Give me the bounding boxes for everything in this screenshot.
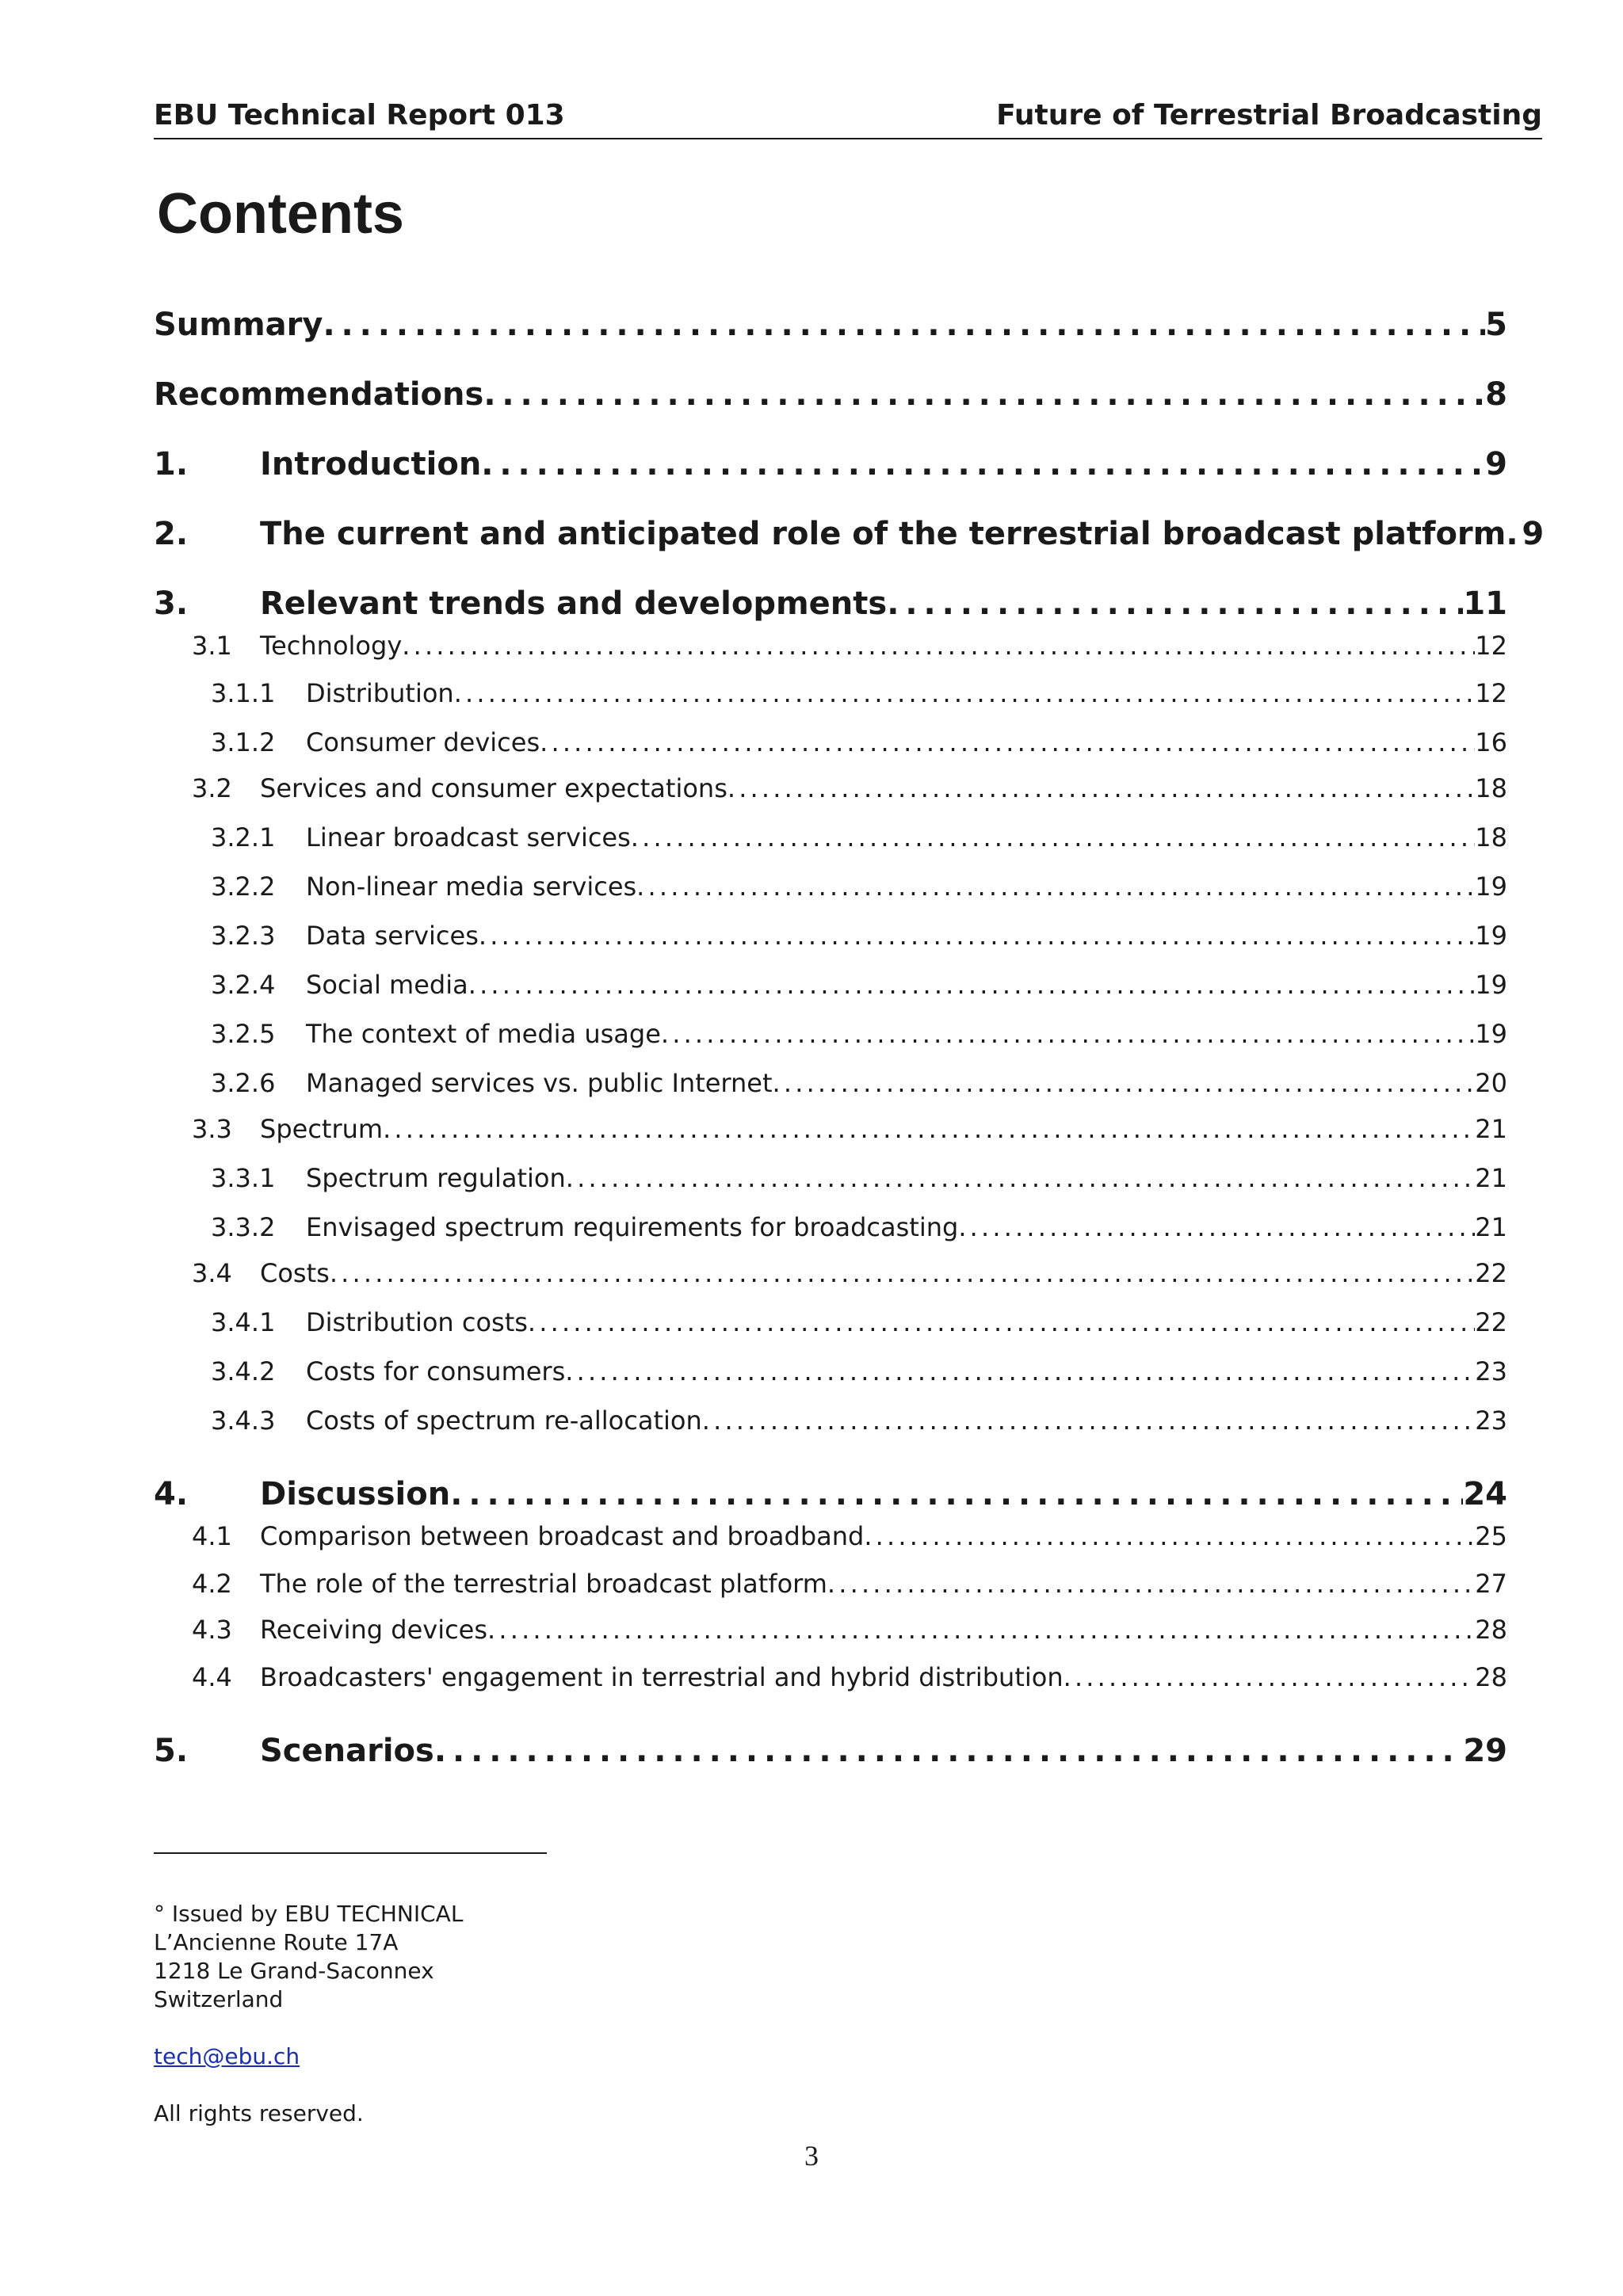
toc-entry-title: Spectrum regulation (306, 1163, 566, 1193)
toc-entry[interactable] (154, 582, 1507, 626)
toc-entry-number: 1. (154, 446, 189, 482)
toc-entry-number: 3.2 (192, 773, 232, 803)
report-title: Future of Terrestrial Broadcasting (996, 99, 1542, 132)
toc-dot-leader (827, 1566, 1475, 1602)
toc-entry[interactable] (211, 1065, 1507, 1101)
toc-entry[interactable] (192, 1111, 1507, 1147)
toc-entry-title: Social media (306, 970, 468, 1000)
toc-dot-leader (864, 1518, 1475, 1554)
toc-dot-leader (323, 303, 1485, 347)
toc-entry-title: The context of media usage (306, 1019, 661, 1049)
toc-entry-page: 16 (1475, 727, 1507, 757)
toc-entry-title: Recommendations (154, 376, 484, 413)
toc-entry-title: Managed services vs. public Internet (306, 1068, 773, 1098)
toc-entry-page: 18 (1475, 773, 1507, 803)
toc-entry-number: 3.2.5 (211, 1019, 276, 1049)
footnote-address-street: L’Ancienne Route 17A (154, 1929, 399, 1955)
toc-dot-leader (487, 1611, 1475, 1648)
toc-entry-number: 3.4.3 (211, 1405, 276, 1436)
toc-entry-number: 3.4.1 (211, 1307, 276, 1337)
toc-entry-title: Consumer devices (306, 727, 540, 757)
toc-entry-number: 3.4 (192, 1258, 232, 1288)
toc-entry-page: 19 (1475, 871, 1507, 902)
toc-entry[interactable] (192, 1255, 1507, 1291)
toc-entry-title: Broadcasters' engagement in terrestrial and hybrid distribution (260, 1662, 1064, 1692)
toc-entry-page: 19 (1475, 1019, 1507, 1049)
toc-dot-leader (1064, 1659, 1476, 1695)
toc-entry[interactable] (192, 1611, 1507, 1648)
toc-dot-leader (636, 868, 1475, 905)
toc-entry-number: 3.1.2 (211, 727, 276, 757)
toc-entry-page: 23 (1475, 1356, 1507, 1386)
toc-dot-leader (434, 1729, 1463, 1773)
toc-dot-leader (727, 770, 1475, 807)
toc-entry-page: 19 (1475, 970, 1507, 1000)
toc-entry[interactable] (192, 1566, 1507, 1602)
toc-dot-leader (481, 442, 1485, 486)
toc-dot-leader (528, 1304, 1475, 1341)
toc-entry-title: Non-linear media services (306, 871, 637, 902)
toc-entry-page: 9 (1485, 446, 1507, 482)
toc-entry-title: Envisaged spectrum requirements for broadcasting (306, 1212, 959, 1242)
toc-entry[interactable] (211, 868, 1507, 905)
toc-entry[interactable] (211, 675, 1507, 711)
toc-entry-title: Spectrum (260, 1114, 384, 1144)
toc-entry-page: 22 (1475, 1258, 1507, 1288)
toc-entry[interactable] (211, 1353, 1507, 1390)
running-header (154, 93, 1542, 139)
toc-entry-number: 2. (154, 516, 189, 552)
toc-entry-title: Services and consumer expectations (260, 773, 727, 803)
toc-entry[interactable] (211, 917, 1507, 954)
toc-entry-page: 21 (1475, 1163, 1507, 1193)
toc-entry[interactable] (211, 1402, 1507, 1439)
toc-entry[interactable] (211, 819, 1507, 856)
toc-entry[interactable] (192, 770, 1507, 807)
toc-entry-number: 3.2.1 (211, 822, 276, 852)
toc-entry[interactable] (154, 303, 1507, 347)
toc-entry-title: Scenarios (260, 1733, 434, 1769)
toc-entry[interactable] (154, 512, 1545, 556)
toc-dot-leader (1506, 512, 1522, 556)
toc-entry-number: 4. (154, 1476, 189, 1512)
toc-entry-title: Discussion (260, 1476, 451, 1512)
toc-entry-page: 24 (1463, 1476, 1507, 1512)
toc-entry-title: Comparison between broadcast and broadband (260, 1521, 865, 1551)
toc-entry-page: 8 (1485, 376, 1507, 413)
toc-entry-page: 20 (1475, 1068, 1507, 1098)
toc-entry-number: 4.2 (192, 1569, 232, 1599)
toc-entry-number: 5. (154, 1733, 189, 1769)
toc-entry[interactable] (154, 1472, 1507, 1516)
toc-entry[interactable] (154, 372, 1507, 417)
toc-entry-page: 21 (1475, 1212, 1507, 1242)
toc-dot-leader (702, 1402, 1476, 1439)
toc-dot-leader (479, 917, 1475, 954)
toc-entry-page: 29 (1463, 1733, 1507, 1769)
toc-entry-title: Data services (306, 921, 479, 951)
toc-dot-leader (565, 1353, 1475, 1390)
toc-entry-number: 3.3.1 (211, 1163, 276, 1193)
toc-entry-title: Costs of spectrum re-allocation (306, 1405, 702, 1436)
toc-entry[interactable] (192, 627, 1507, 664)
footnote-divider (154, 1852, 547, 1854)
toc-dot-leader (773, 1065, 1476, 1101)
toc-entry-number: 3. (154, 585, 189, 622)
page-number: 3 (804, 2140, 819, 2172)
toc-entry-title: Relevant trends and developments (260, 585, 888, 622)
toc-dot-leader (468, 967, 1476, 1003)
toc-entry-page: 27 (1475, 1569, 1507, 1599)
toc-entry-title: Summary (154, 307, 323, 343)
toc-entry-page: 21 (1475, 1114, 1507, 1144)
toc-dot-leader (540, 724, 1475, 761)
toc-entry-title: Distribution (306, 678, 454, 708)
toc-entry-title: The role of the terrestrial broadcast platform (260, 1569, 827, 1599)
toc-entry-number: 4.1 (192, 1521, 232, 1551)
toc-entry[interactable] (211, 1160, 1507, 1196)
toc-entry[interactable] (211, 967, 1507, 1003)
toc-dot-leader (383, 1111, 1475, 1147)
toc-entry[interactable] (154, 1729, 1507, 1773)
toc-entry-number: 4.3 (192, 1615, 232, 1645)
rights-notice: All rights reserved. (154, 2100, 364, 2126)
toc-entry-page: 12 (1475, 631, 1507, 661)
toc-entry[interactable] (211, 1209, 1507, 1245)
toc-dot-leader (661, 1016, 1475, 1052)
footnote-address-country: Switzerland (154, 1986, 284, 2012)
toc-entry-page: 25 (1475, 1521, 1507, 1551)
toc-entry-number: 3.2.6 (211, 1068, 276, 1098)
toc-entry[interactable] (192, 1659, 1507, 1695)
footnote-issuer: ° Issued by EBU TECHNICAL (154, 1901, 464, 1927)
toc-entry[interactable] (154, 442, 1507, 486)
toc-entry-page: 5 (1485, 307, 1507, 343)
toc-entry-number: 3.1.1 (211, 678, 276, 708)
toc-entry-title: Linear broadcast services (306, 822, 631, 852)
toc-entry-title: Costs (260, 1258, 330, 1288)
toc-entry-page: 28 (1475, 1615, 1507, 1645)
toc-entry-number: 3.3.2 (211, 1212, 276, 1242)
footnote-address-city: 1218 Le Grand-Saconnex (154, 1958, 434, 1984)
contents-heading: Contents (157, 182, 404, 246)
toc-entry-number: 3.2.3 (211, 921, 276, 951)
toc-dot-leader (958, 1209, 1475, 1245)
toc-dot-leader (450, 1472, 1463, 1516)
toc-entry-title: Distribution costs (306, 1307, 528, 1337)
toc-entry-title: Technology (260, 631, 403, 661)
toc-entry-number: 3.2.2 (211, 871, 276, 902)
toc-entry-page: 9 (1522, 516, 1545, 552)
toc-entry-title: Receiving devices (260, 1615, 488, 1645)
report-number: EBU Technical Report 013 (154, 99, 565, 132)
toc-entry-number: 3.1 (192, 631, 232, 661)
toc-dot-leader (887, 582, 1463, 626)
toc-entry[interactable] (211, 1016, 1507, 1052)
toc-entry[interactable] (211, 1304, 1507, 1341)
toc-dot-leader (330, 1255, 1475, 1291)
toc-entry-number: 3.2.4 (211, 970, 276, 1000)
toc-entry-page: 22 (1475, 1307, 1507, 1337)
toc-entry-page: 23 (1475, 1405, 1507, 1436)
toc-entry-number: 4.4 (192, 1662, 232, 1692)
toc-dot-leader (631, 819, 1476, 856)
footnote (154, 1900, 463, 2128)
toc-entry-page: 28 (1475, 1662, 1507, 1692)
toc-dot-leader (402, 627, 1475, 664)
toc-dot-leader (454, 675, 1476, 711)
toc-entry[interactable] (211, 724, 1507, 761)
toc-entry-page: 18 (1475, 822, 1507, 852)
toc-entry-page: 12 (1475, 678, 1507, 708)
toc-entry-number: 3.4.2 (211, 1356, 276, 1386)
toc-dot-leader (483, 372, 1485, 417)
toc-dot-leader (566, 1160, 1476, 1196)
toc-entry-title: Costs for consumers (306, 1356, 566, 1386)
toc-entry-title: The current and anticipated role of the terrestrial broadcast platform (260, 516, 1507, 552)
toc-entry-page: 19 (1475, 921, 1507, 951)
toc-entry-number: 3.3 (192, 1114, 232, 1144)
toc-entry[interactable] (192, 1518, 1507, 1554)
toc-entry-page: 11 (1463, 585, 1507, 622)
email-link[interactable]: tech@ebu.ch (154, 2043, 300, 2069)
toc-entry-title: Introduction (260, 446, 482, 482)
